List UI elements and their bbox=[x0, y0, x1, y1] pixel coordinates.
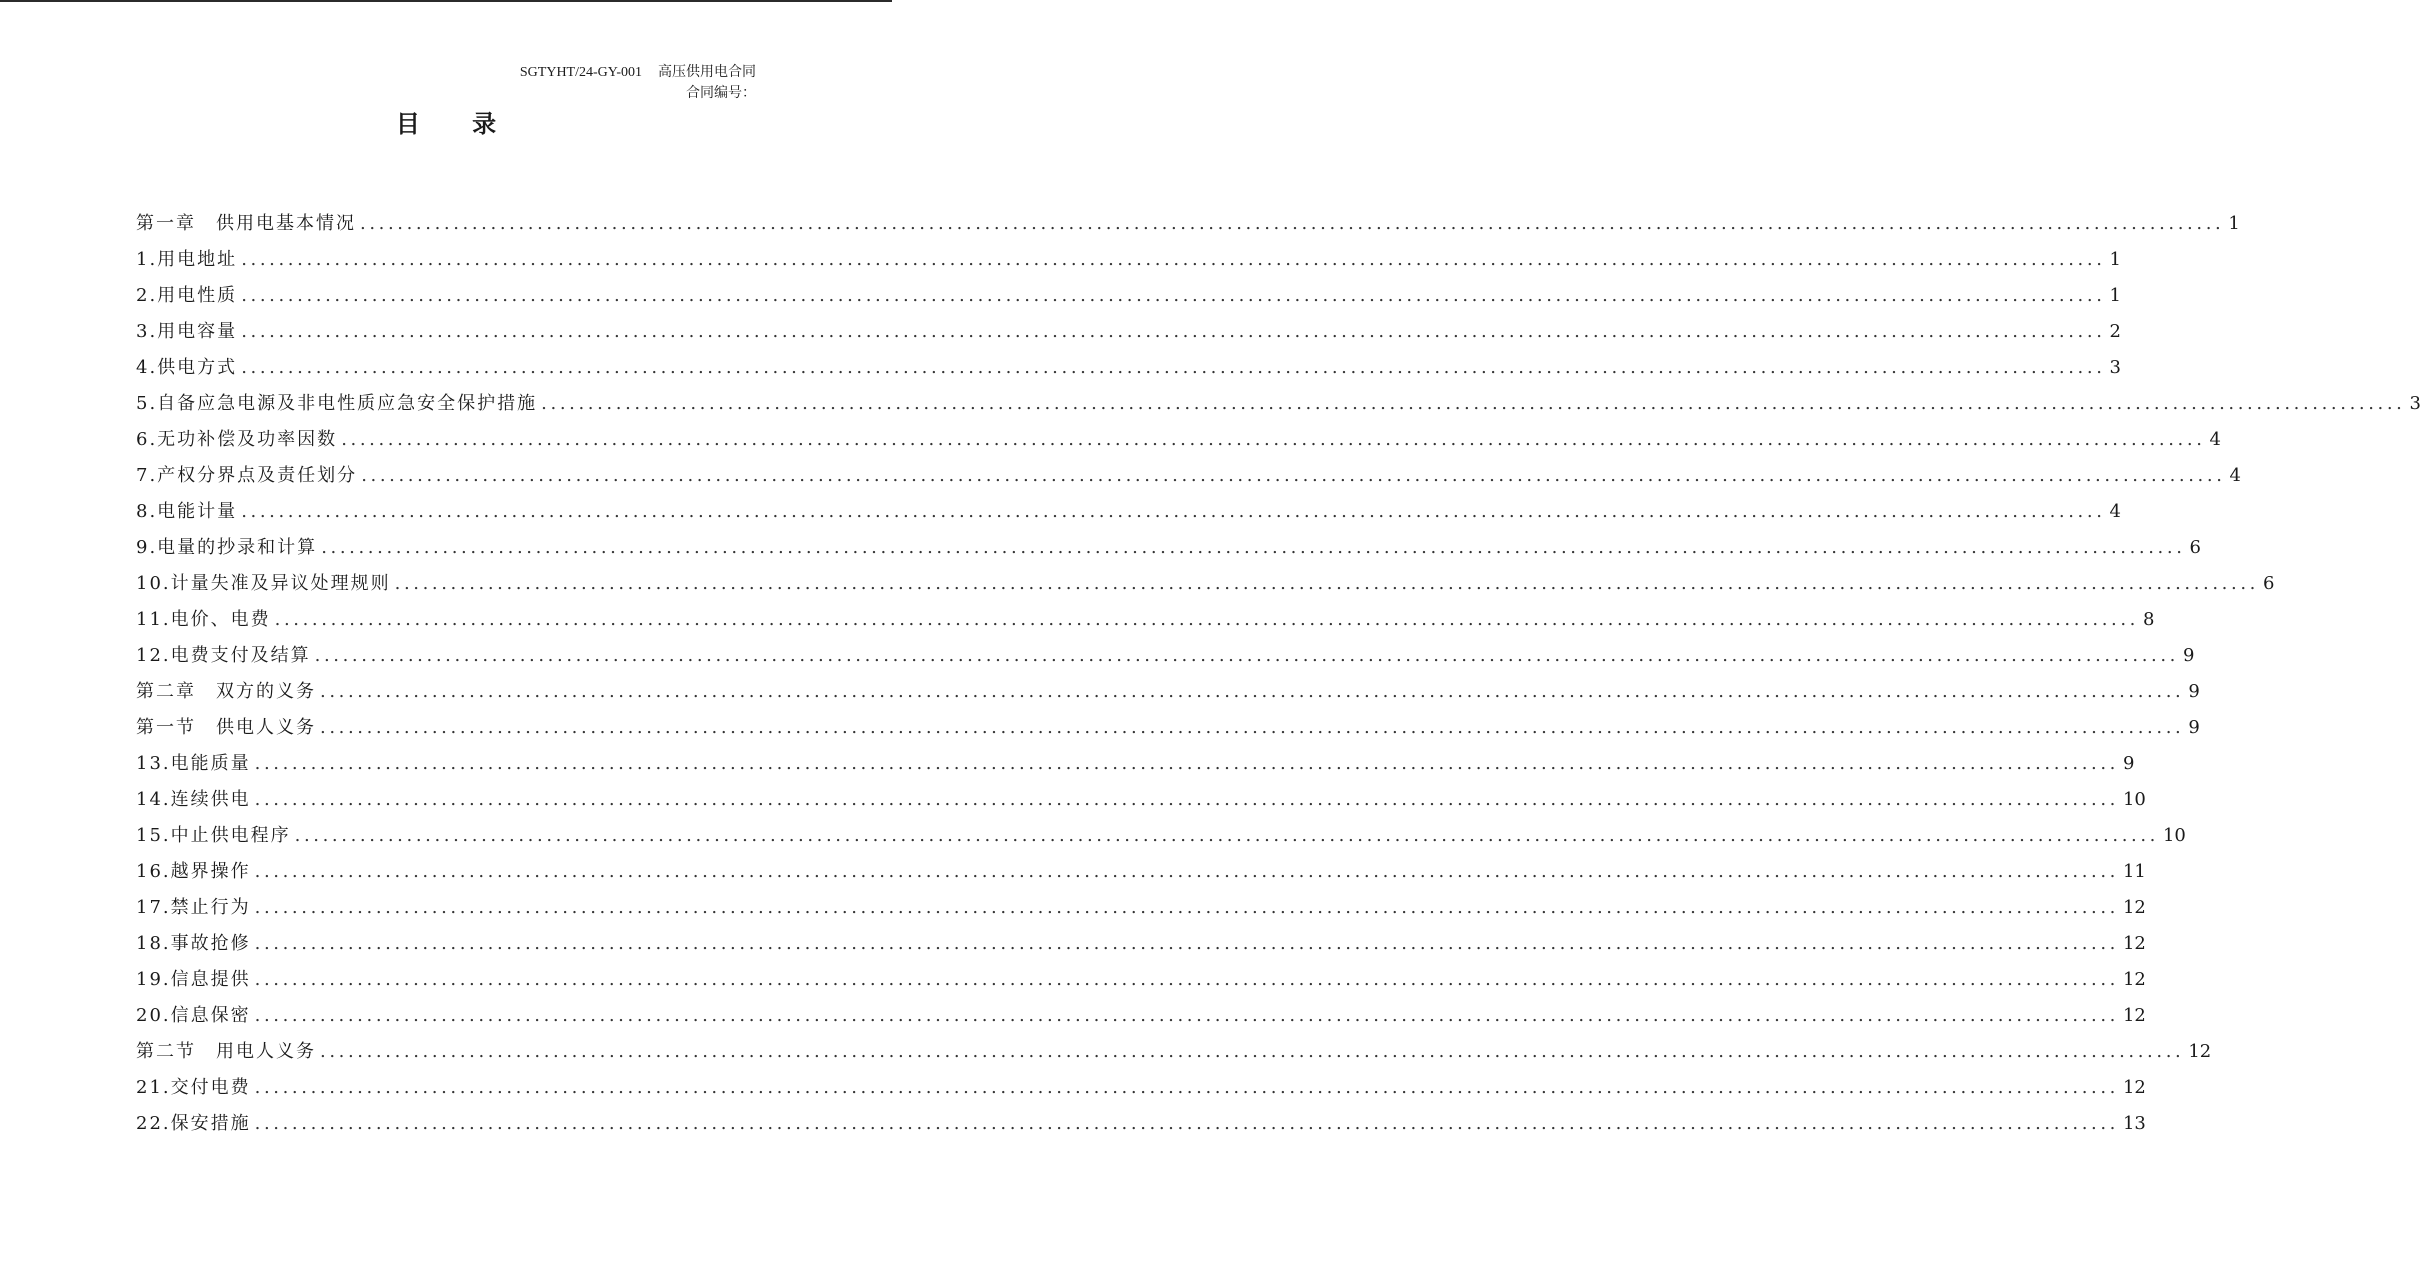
toc-entry-label: 第一章 供用电基本情况 bbox=[136, 213, 356, 234]
toc-dot-leader: ........................................................................................................................................................................................................ bbox=[241, 357, 2106, 378]
toc-entry-label: 10.计量失准及异议处理规则 bbox=[136, 573, 391, 594]
toc-page-number: 4 bbox=[2209, 429, 2221, 450]
toc-entry-label: 第二章 双方的义务 bbox=[136, 681, 316, 702]
toc-page-number: 3 bbox=[2409, 393, 2421, 414]
toc-entry[interactable] bbox=[136, 746, 2135, 782]
toc-page-number: 8 bbox=[2142, 609, 2155, 630]
toc-page-number: 1 bbox=[2109, 249, 2121, 270]
toc-entry[interactable] bbox=[136, 890, 2146, 926]
toc-dot-leader: ........................................................................................................................................................................................................ bbox=[241, 249, 2106, 270]
toc-entry-label: 9.电量的抄录和计算 bbox=[136, 537, 318, 558]
toc-dot-leader: ........................................................................................................................................................................................................ bbox=[254, 789, 2119, 810]
toc-dot-leader: ........................................................................................................................................................................................................ bbox=[254, 861, 2119, 882]
toc-entry-label: 13.电能质量 bbox=[136, 753, 251, 774]
toc-dot-leader: ........................................................................................................................................................................................................ bbox=[320, 717, 2185, 738]
toc-dot-leader: ........................................................................................................................................................................................................ bbox=[314, 645, 2179, 666]
toc-dot-leader: ........................................................................................................................................................................................................ bbox=[394, 573, 2259, 594]
toc-page-number: 9 bbox=[2182, 645, 2195, 666]
toc-entry-label: 5.自备应急电源及非电性质应急安全保护措施 bbox=[136, 393, 538, 414]
toc-entry[interactable] bbox=[136, 818, 2186, 854]
toc-page-number: 12 bbox=[2122, 933, 2146, 954]
toc-page-number: 4 bbox=[2229, 465, 2241, 486]
toc-entry[interactable] bbox=[136, 1106, 2146, 1142]
toc-page-number: 3 bbox=[2109, 357, 2121, 378]
toc-entry-label: 15.中止供电程序 bbox=[136, 825, 291, 846]
table-of-contents bbox=[136, 206, 2421, 1142]
document-code: SGTYHT/24-GY-001 bbox=[519, 65, 642, 80]
document-header bbox=[520, 64, 756, 82]
toc-dot-leader: ........................................................................................................................................................................................................ bbox=[254, 1113, 2119, 1134]
toc-entry-label: 21.交付电费 bbox=[136, 1077, 251, 1098]
toc-dot-leader: ........................................................................................................................................................................................................ bbox=[254, 933, 2119, 954]
toc-entry-label: 18.事故抢修 bbox=[136, 933, 251, 954]
toc-entry-label: 第二节 用电人义务 bbox=[136, 1041, 316, 1062]
toc-entry-label: 8.电能计量 bbox=[136, 501, 238, 522]
toc-page-number: 12 bbox=[2122, 969, 2146, 990]
toc-entry-label: 22.保安措施 bbox=[136, 1113, 251, 1134]
toc-entry-label: 17.禁止行为 bbox=[136, 897, 251, 918]
document-name: 高压供用电合同 bbox=[658, 65, 756, 80]
toc-entry-label: 2.用电性质 bbox=[136, 285, 238, 306]
toc-dot-leader: ........................................................................................................................................................................................................ bbox=[361, 465, 2226, 486]
toc-entry[interactable] bbox=[136, 962, 2146, 998]
toc-page-number: 1 bbox=[2109, 285, 2121, 306]
toc-dot-leader: ........................................................................................................................................................................................................ bbox=[541, 393, 2406, 414]
toc-page-number: 1 bbox=[2228, 213, 2240, 234]
toc-entry-label: 14.连续供电 bbox=[136, 789, 251, 810]
toc-entry-label: 1.用电地址 bbox=[136, 249, 238, 270]
toc-entry-label: 20.信息保密 bbox=[136, 1005, 251, 1026]
toc-entry[interactable] bbox=[136, 242, 2121, 278]
contract-number-label: 合同编号： bbox=[686, 86, 756, 101]
toc-entry[interactable] bbox=[136, 602, 2155, 638]
toc-entry[interactable] bbox=[136, 206, 2240, 242]
toc-dot-leader: ........................................................................................................................................................................................................ bbox=[241, 285, 2106, 306]
toc-entry[interactable] bbox=[136, 314, 2121, 350]
toc-entry[interactable] bbox=[136, 638, 2195, 674]
toc-entry[interactable] bbox=[136, 674, 2200, 710]
toc-entry[interactable] bbox=[136, 854, 2146, 890]
toc-page-number: 6 bbox=[2262, 573, 2275, 594]
toc-dot-leader: ........................................................................................................................................................................................................ bbox=[294, 825, 2159, 846]
toc-page-number: 11 bbox=[2122, 861, 2146, 882]
toc-page-number: 9 bbox=[2188, 681, 2200, 702]
toc-page-number: 13 bbox=[2122, 1113, 2146, 1134]
toc-entry[interactable] bbox=[136, 1070, 2146, 1106]
toc-entry-label: 19.信息提供 bbox=[136, 969, 251, 990]
toc-entry[interactable] bbox=[136, 998, 2146, 1034]
toc-entry[interactable] bbox=[136, 1034, 2212, 1070]
toc-entry[interactable] bbox=[136, 926, 2146, 962]
toc-entry[interactable] bbox=[136, 386, 2421, 422]
toc-entry-label: 11.电价、电费 bbox=[136, 609, 271, 630]
toc-page-number: 10 bbox=[2162, 825, 2186, 846]
toc-page-number: 2 bbox=[2109, 321, 2121, 342]
toc-dot-leader: ........................................................................................................................................................................................................ bbox=[341, 429, 2206, 450]
toc-entry[interactable] bbox=[136, 494, 2121, 530]
page-title: 目 录 bbox=[395, 109, 519, 138]
toc-dot-leader: ........................................................................................................................................................................................................ bbox=[321, 537, 2186, 558]
toc-entry[interactable] bbox=[136, 782, 2146, 818]
toc-page-number: 12 bbox=[2122, 897, 2146, 918]
toc-page-number: 9 bbox=[2122, 753, 2135, 774]
toc-entry[interactable] bbox=[136, 566, 2275, 602]
toc-page-number: 12 bbox=[2122, 1077, 2146, 1098]
toc-entry-label: 12.电费支付及结算 bbox=[136, 645, 311, 666]
toc-entry-label: 7.产权分界点及责任划分 bbox=[136, 465, 358, 486]
toc-entry[interactable] bbox=[136, 422, 2221, 458]
toc-entry[interactable] bbox=[136, 458, 2241, 494]
toc-dot-leader: ........................................................................................................................................................................................................ bbox=[320, 1041, 2185, 1062]
toc-dot-leader: ........................................................................................................................................................................................................ bbox=[274, 609, 2139, 630]
toc-page-number: 12 bbox=[2122, 1005, 2146, 1026]
toc-entry-label: 6.无功补偿及功率因数 bbox=[136, 429, 338, 450]
toc-dot-leader: ........................................................................................................................................................................................................ bbox=[241, 501, 2106, 522]
toc-page-number: 10 bbox=[2122, 789, 2146, 810]
toc-dot-leader: ........................................................................................................................................................................................................ bbox=[254, 1077, 2119, 1098]
toc-dot-leader: ........................................................................................................................................................................................................ bbox=[320, 681, 2185, 702]
toc-entry[interactable] bbox=[136, 710, 2200, 746]
toc-entry-label: 第一节 供电人义务 bbox=[136, 717, 316, 738]
toc-page-number: 4 bbox=[2109, 501, 2121, 522]
toc-dot-leader: ........................................................................................................................................................................................................ bbox=[254, 897, 2119, 918]
toc-dot-leader: ........................................................................................................................................................................................................ bbox=[241, 321, 2106, 342]
toc-dot-leader: ........................................................................................................................................................................................................ bbox=[360, 213, 2225, 234]
toc-page-number: 6 bbox=[2189, 537, 2201, 558]
top-border-rule bbox=[0, 0, 892, 2]
toc-dot-leader: ........................................................................................................................................................................................................ bbox=[254, 969, 2119, 990]
toc-dot-leader: ........................................................................................................................................................................................................ bbox=[254, 753, 2119, 774]
toc-entry-label: 3.用电容量 bbox=[136, 321, 238, 342]
toc-entry-label: 4.供电方式 bbox=[136, 357, 238, 378]
toc-entry[interactable] bbox=[136, 350, 2121, 386]
toc-dot-leader: ........................................................................................................................................................................................................ bbox=[254, 1005, 2119, 1026]
toc-page-number: 12 bbox=[2188, 1041, 2212, 1062]
toc-entry-label: 16.越界操作 bbox=[136, 861, 251, 882]
toc-entry[interactable] bbox=[136, 278, 2121, 314]
toc-entry[interactable] bbox=[136, 530, 2201, 566]
toc-page-number: 9 bbox=[2188, 717, 2200, 738]
